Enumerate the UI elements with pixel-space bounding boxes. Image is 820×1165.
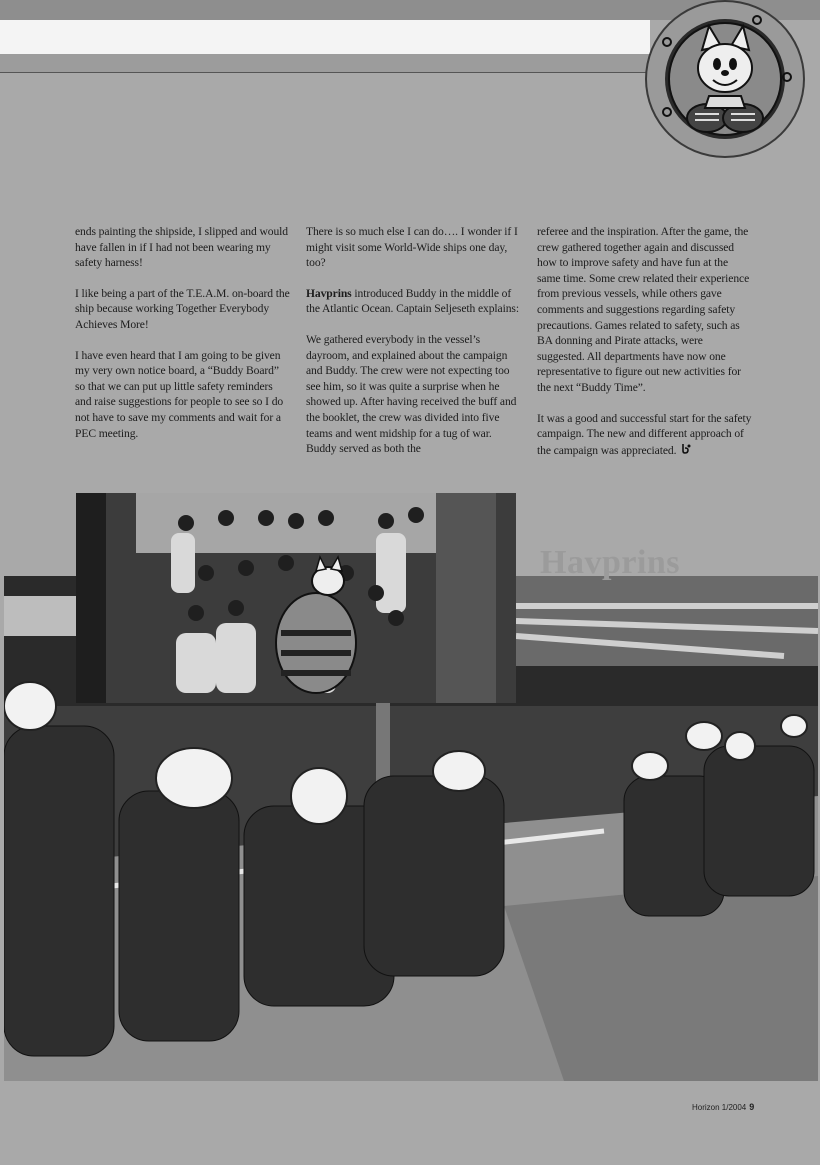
paragraph: I like being a part of the T.E.A.M. on-board the ship because working Together Everybody Achieves More! <box>75 286 290 331</box>
paragraph-closing <box>537 411 752 459</box>
buddy-mascot-porthole <box>645 0 805 158</box>
text-column-3 <box>537 224 752 473</box>
page-number: 9 <box>749 1102 755 1112</box>
ship-name-sign: Havprins <box>540 544 681 581</box>
paragraph: I have even heard that I am going to be given my very own notice board, a “Buddy Board” so that we can put up little safety reminders and raise suggestions for people to see so I do not have to save my comments and wait for a PEC meeting. <box>75 348 284 440</box>
page-footer <box>692 1102 754 1112</box>
text-column-1 <box>75 224 290 456</box>
crew-group-photo <box>76 493 516 703</box>
closing-text: It was a good and successful start for the safety campaign. The new and different approach of the campaign was appreciated. <box>537 411 752 457</box>
intro-text: introduced Buddy in the middle of the Atlantic Ocean. Captain Seljeseth explains: <box>306 286 519 316</box>
paragraph: We gathered everybody in the vessel’s dayroom, and explained about the campaign and Buddy. The crew were not expecting too see him, so it was quite a surprise when he showed up. After having received the buff and the booklet, the crew was divided into five teams and went midship for a tug of war. Buddy served as both the <box>306 332 517 456</box>
paragraph: There is so much else I can do…. I wonder if I might visit some World-Wide ships one day, too? <box>306 225 518 270</box>
end-mark-icon <box>680 442 692 459</box>
paragraph-intro <box>306 286 521 317</box>
text-column-2 <box>306 224 521 472</box>
buddy-cat-icon <box>647 2 803 156</box>
issue-label: Horizon 1/2004 <box>692 1103 747 1112</box>
ship-name: Havprins <box>306 286 352 300</box>
header-rule <box>0 54 660 73</box>
paragraph: ends painting the shipside, I slipped and would have fallen in if I had not been wearing my safety harness! <box>75 225 288 270</box>
paragraph: referee and the inspiration. After the game, the crew gathered together again and discussed how to improve safety and have fun at the same time. Some crew related their experience from previous vessels, while others gave comments and suggestions regarding safety precautions. Games related to safety, such as BA donning and Pirate attacks, were suggested. All departments have now one representative to figure out new activities for the next “Buddy Time”. <box>537 225 750 394</box>
header-band <box>0 20 650 54</box>
